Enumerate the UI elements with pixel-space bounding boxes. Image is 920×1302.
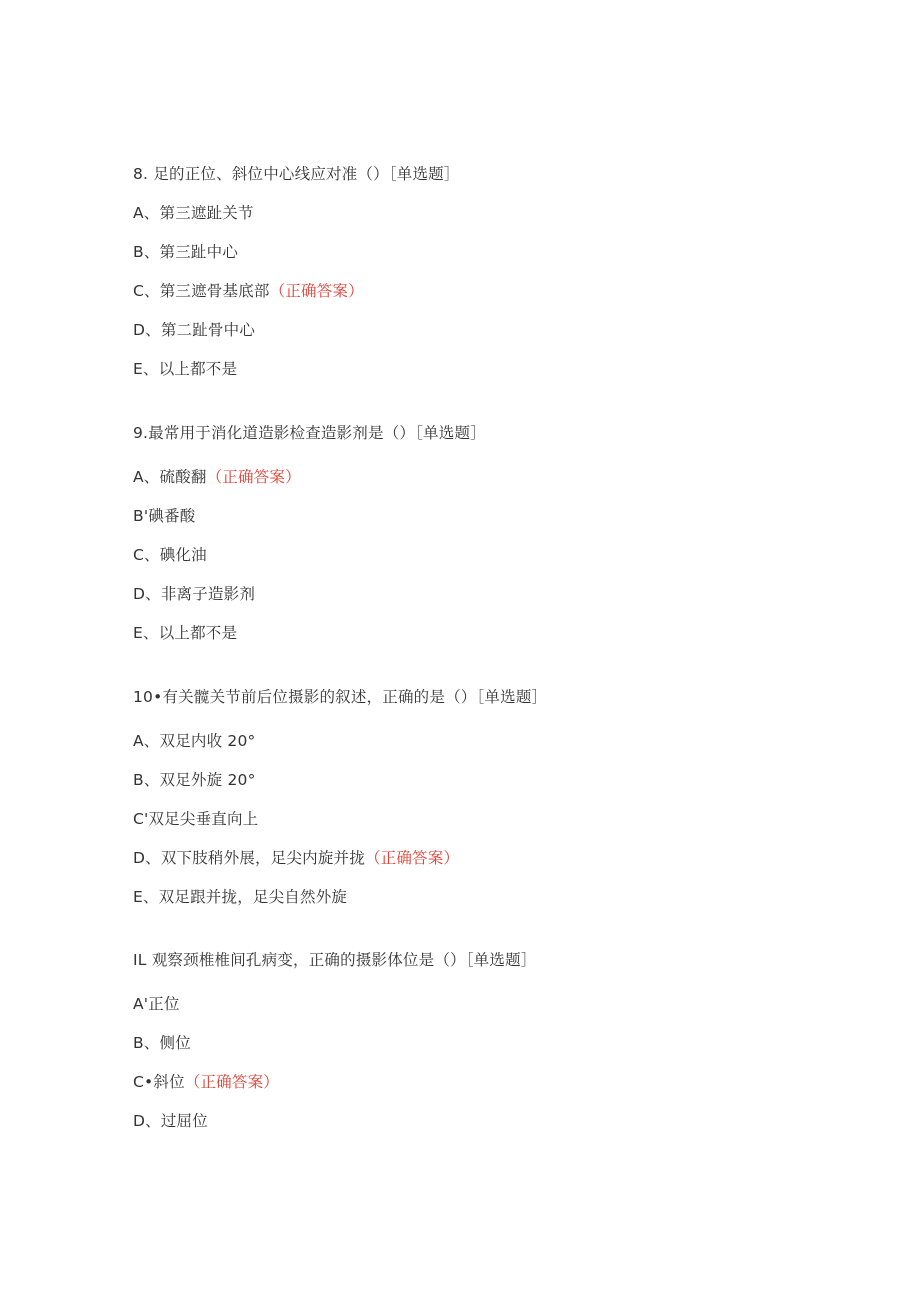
question-11-option-d xyxy=(133,1111,208,1131)
question-8-option-d xyxy=(133,320,255,340)
question-9-option-d xyxy=(133,584,255,604)
option-text: C•斜位 xyxy=(133,1073,185,1091)
option-text: C、第三遮骨基底部 xyxy=(133,282,270,300)
question-8-stem: 8. 足的正位、斜位中心线应对准（）［单选题］ xyxy=(133,165,460,183)
option-text: C'双足尖垂直向上 xyxy=(133,810,259,828)
option-text: A、第三遮趾关节 xyxy=(133,204,254,222)
correct-answer-mark: （正确答案） xyxy=(206,468,301,486)
option-text: D、第二趾骨中心 xyxy=(133,321,256,339)
question-9-option-a xyxy=(133,467,301,487)
question-8-option-c xyxy=(133,281,364,301)
option-text: E、双足跟并拢，足尖自然外旋 xyxy=(133,888,348,906)
option-text: B'碘番酸 xyxy=(133,507,196,525)
question-9-option-b xyxy=(133,506,195,526)
option-text: C、碘化油 xyxy=(133,546,207,564)
option-text: D、双下肢稍外展，足尖内旋并拢 xyxy=(133,849,365,867)
question-9-option-c xyxy=(133,545,207,565)
question-10-option-b xyxy=(133,770,256,790)
question-10-stem: 10•有关髋关节前后位摄影的叙述，正确的是（）［单选题］ xyxy=(133,688,548,706)
question-10-option-d xyxy=(133,848,459,868)
correct-answer-mark: （正确答案） xyxy=(269,282,364,300)
option-text: D、过屈位 xyxy=(133,1112,208,1130)
question-8-option-e xyxy=(133,359,237,379)
question-10-option-e xyxy=(133,887,347,907)
question-10-option-c xyxy=(133,809,258,829)
question-11-stem: IL 观察颈椎椎间孔病变，正确的摄影体位是（）［单选题］ xyxy=(133,951,537,969)
question-9-stem: 9.最常用于消化道造影检查造影剂是（）［单选题］ xyxy=(133,424,486,442)
option-text: A、硫酸翻 xyxy=(133,468,207,486)
option-text: B、第三趾中心 xyxy=(133,243,239,261)
question-11-option-b xyxy=(133,1033,191,1053)
option-text: E、以上都不是 xyxy=(133,360,238,378)
option-text: A'正位 xyxy=(133,995,180,1013)
option-text: E、以上都不是 xyxy=(133,624,238,642)
question-8-option-b xyxy=(133,242,238,262)
question-11-option-c xyxy=(133,1072,279,1092)
option-text: B、双足外旋 20° xyxy=(133,771,256,789)
option-text: D、非离子造影剂 xyxy=(133,585,256,603)
question-8-option-a xyxy=(133,203,254,223)
option-text: B、侧位 xyxy=(133,1034,191,1052)
question-9-option-e xyxy=(133,623,237,643)
option-text: A、双足内收 20° xyxy=(133,732,256,750)
question-10-option-a xyxy=(133,731,256,751)
correct-answer-mark: （正确答案） xyxy=(364,849,460,867)
question-11-option-a xyxy=(133,994,180,1014)
correct-answer-mark: （正确答案） xyxy=(184,1073,279,1091)
